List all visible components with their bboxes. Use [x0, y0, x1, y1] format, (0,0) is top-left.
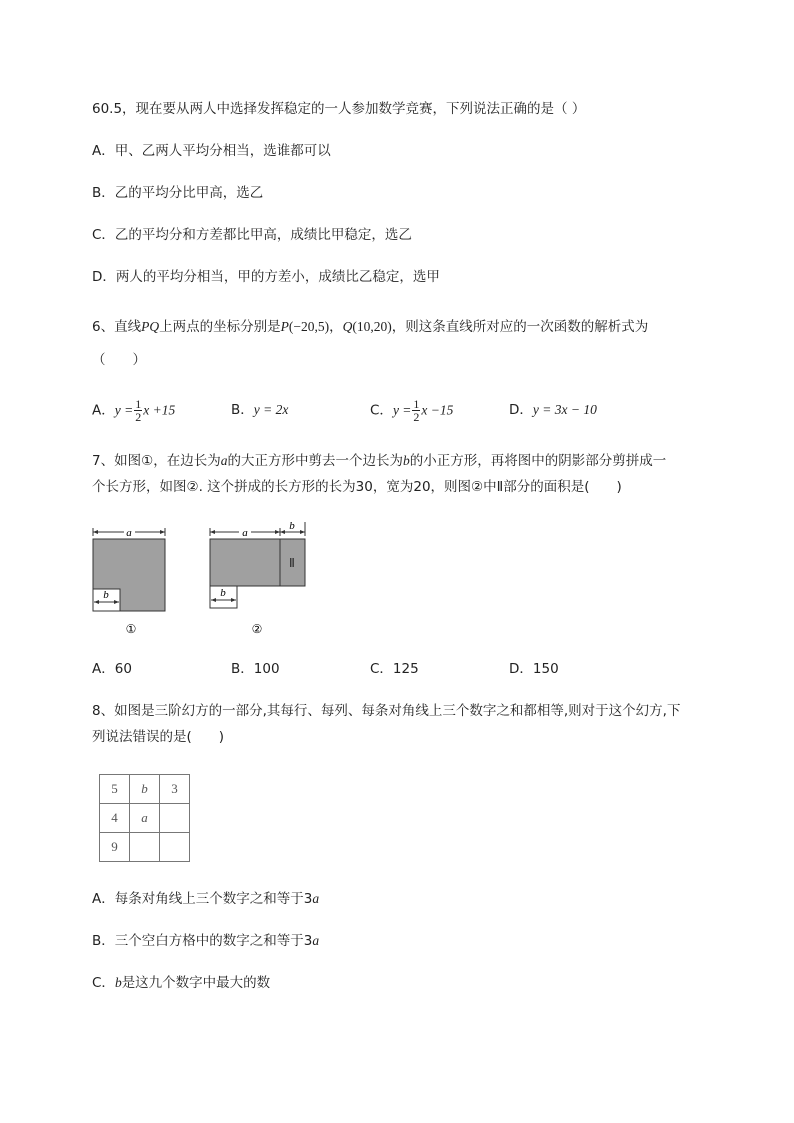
- grid-cell: 3: [160, 775, 190, 804]
- q8-option-c: C．b是这九个数字中最大的数: [92, 975, 271, 991]
- q5-option-c: C．乙的平均分和方差都比甲高，成绩比甲稳定，选乙: [92, 227, 412, 243]
- q6-point-p: (−20,5): [288, 319, 330, 334]
- q6-stem: 6、直线PQ上两点的坐标分别是P(−20,5)，Q(10,20)，则这条直线所对应的一次函数的解析式为: [92, 319, 649, 335]
- q6-pq: PQ: [141, 319, 160, 334]
- fraction: $\frac{1}{2}$: [135, 397, 142, 424]
- grid-cell: [160, 833, 190, 862]
- q7-option-a: A．60: [92, 661, 132, 677]
- q6-point-q: (10,20): [352, 319, 392, 334]
- q5-option-b: B．乙的平均分比甲高，选乙: [92, 185, 264, 201]
- magic-square-grid: [99, 774, 190, 862]
- q6-option-c: C．y = $\frac{1}{2}$ x −15: [370, 397, 454, 424]
- q8-option-b: B．三个空白方格中的数字之和等于3a: [92, 933, 320, 949]
- q7-figure-1: [88, 522, 173, 637]
- fig2-part-1: [210, 539, 280, 586]
- grid-row: [100, 804, 190, 833]
- grid-cell: 9: [100, 833, 130, 862]
- q7-figure-2: [205, 518, 310, 637]
- fig2-caption: ②: [251, 622, 263, 636]
- q7-option-d: D．150: [509, 661, 559, 677]
- fig2-label-a: a: [242, 527, 248, 539]
- fig1-label-b: b: [103, 589, 109, 601]
- q8-stem-line2: 列说法错误的是( ): [92, 729, 225, 745]
- q6-option-b: B．y = 2x: [231, 402, 289, 418]
- grid-row: [100, 833, 190, 862]
- q7-stem-line2: 个长方形，如图②. 这个拼成的长方形的长为30，宽为20，则图②中Ⅱ部分的面积是( ): [92, 479, 622, 495]
- grid-cell: 4: [100, 804, 130, 833]
- q5-option-a: A．甲、乙两人平均分相当，选谁都可以: [92, 143, 331, 159]
- fig1-caption: ①: [125, 622, 137, 636]
- q7-option-b: B．100: [231, 661, 280, 677]
- grid-cell: b: [130, 775, 160, 804]
- fig2-label-b-top: b: [289, 520, 295, 532]
- q7-option-c: C．125: [370, 661, 419, 677]
- fig1-label-a: a: [126, 527, 132, 539]
- fraction: $\frac{1}{2}$: [413, 397, 420, 424]
- q5-option-d: D．两人的平均分相当，甲的方差小，成绩比乙稳定，选甲: [92, 269, 440, 285]
- q6-paren: （ ）: [92, 352, 146, 368]
- q6-option-a: A．y = $\frac{1}{2}$ x +15: [92, 397, 176, 424]
- fig2-part-label: Ⅱ: [289, 556, 295, 570]
- q5-stem-tail: 60.5，现在要从两人中选择发挥稳定的一人参加数学竞赛，下列说法正确的是（ ）: [92, 101, 586, 117]
- q8-option-a: A．每条对角线上三个数字之和等于3a: [92, 891, 320, 907]
- grid-row: [100, 775, 190, 804]
- q7-stem-line1: 7、如图①，在边长为a的大正方形中剪去一个边长为b的小正方形，再将图中的阴影部分剪拼成一: [92, 453, 667, 469]
- grid-cell: a: [130, 804, 160, 833]
- grid-cell: 5: [100, 775, 130, 804]
- q8-stem-line1: 8、如图是三阶幻方的一部分,其每行、每列、每条对角线上三个数字之和都相等,则对于这个幻方,下: [92, 703, 681, 719]
- q6-option-d: D．y = 3x − 10: [509, 402, 597, 418]
- grid-cell: [130, 833, 160, 862]
- fig2-label-b-bottom: b: [220, 587, 226, 599]
- grid-cell: [160, 804, 190, 833]
